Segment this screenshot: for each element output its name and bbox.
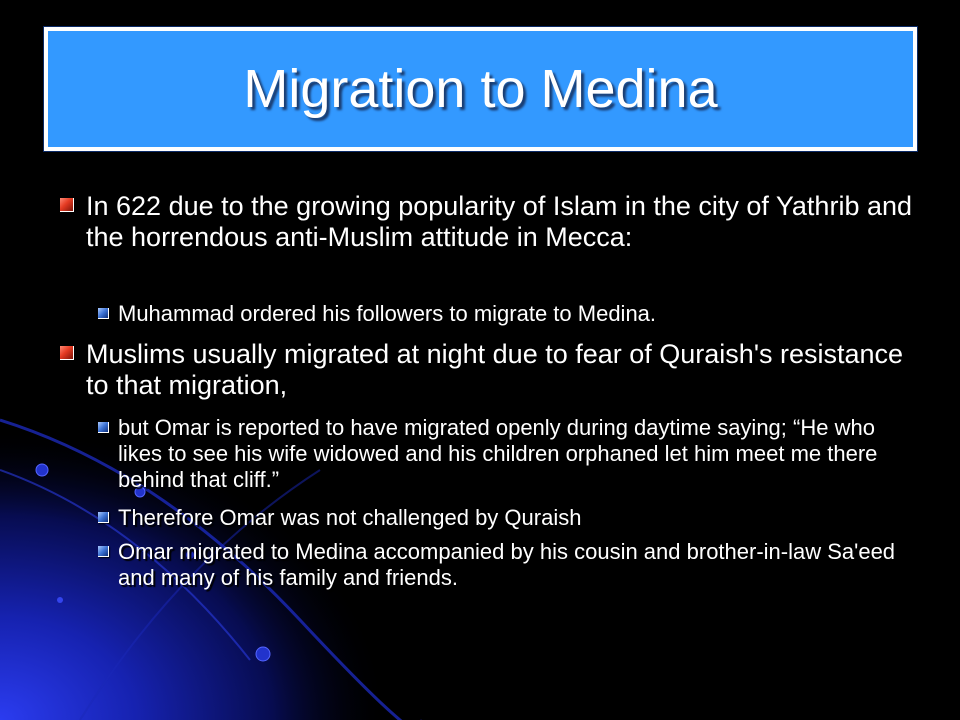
slide-title: Migration to Medina bbox=[243, 59, 718, 119]
red-square-bullet-icon bbox=[60, 198, 74, 212]
sub-bullet-item-2: but Omar is reported to have migrated openly during daytime saying; “He who likes to see his wife widowed and his children orphaned let him meet me there behind that cliff.” bbox=[118, 415, 878, 492]
bullet-item-2: Muslims usually migrated at night due to fear of Quraish's resistance to that migration, bbox=[86, 339, 904, 400]
bullet-item-1: In 622 due to the growing popularity of Islam in the city of Yathrib and the horrendous anti-Muslim attitude in Mecca: bbox=[86, 191, 913, 252]
sub-bullet-item-4: Omar migrated to Medina accompanied by his cousin and brother-in-law Sa'eed and many of his family and friends. bbox=[118, 539, 896, 590]
red-square-bullet-icon bbox=[60, 346, 74, 360]
sub-bullet-item-3: Therefore Omar was not challenged by Quraish bbox=[118, 505, 582, 530]
blue-square-bullet-icon bbox=[98, 422, 109, 433]
blue-square-bullet-icon bbox=[98, 546, 109, 557]
blue-square-bullet-icon bbox=[98, 512, 109, 523]
blue-square-bullet-icon bbox=[98, 308, 109, 319]
sub-bullet-item-1: Muhammad ordered his followers to migrate to Medina. bbox=[118, 301, 657, 326]
